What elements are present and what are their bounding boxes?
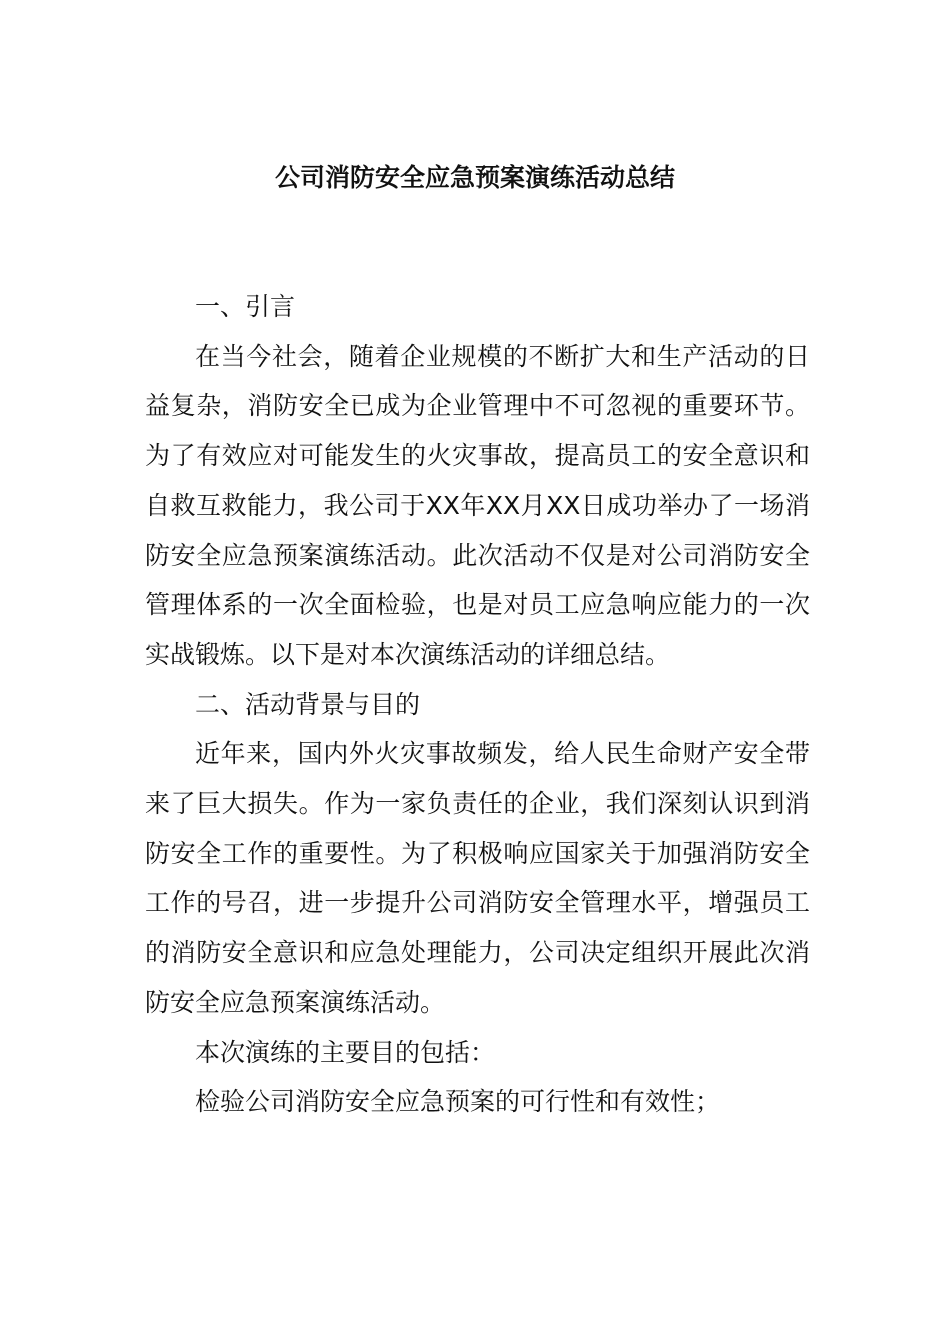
paragraph-purpose-intro: 本次演练的主要目的包括： (195, 1037, 496, 1067)
document-title: 公司消防安全应急预案演练活动总结 (274, 163, 675, 192)
document-body (145, 282, 810, 1127)
paragraph-background: 近年来，国内外火灾事故频发，给人民生命财产安全带来了巨大损失。作为一家负责任的企业，我们深刻认识到消防安全工作的重要性。为了积极响应国家关于加强消防安全工作的号召，进一步提升公司消防安全管理水平，增强员工的消防安全意识和应急处理能力，公司决定组织开展此次消防安全应急预案演练活动。 (145, 739, 810, 1017)
paragraph-introduction: 在当今社会，随着企业规模的不断扩大和生产活动的日益复杂，消防安全已成为企业管理中不可忽视的重要环节。为了有效应对可能发生的火灾事故，提高员工的安全意识和自救互救能力，我公司于XX年XX月XX日成功举办了一场消防安全应急预案演练活动。此次活动不仅是对公司消防安全管理体系的一次全面检验，也是对员工应急响应能力的一次实战锻炼。以下是对本次演练活动的详细总结。 (145, 341, 810, 669)
section-heading-background-purpose: 二、活动背景与目的 (195, 689, 421, 719)
paragraph-purpose-item-1: 检验公司消防安全应急预案的可行性和有效性； (195, 1087, 721, 1117)
section-heading-introduction: 一、引言 (195, 292, 296, 321)
